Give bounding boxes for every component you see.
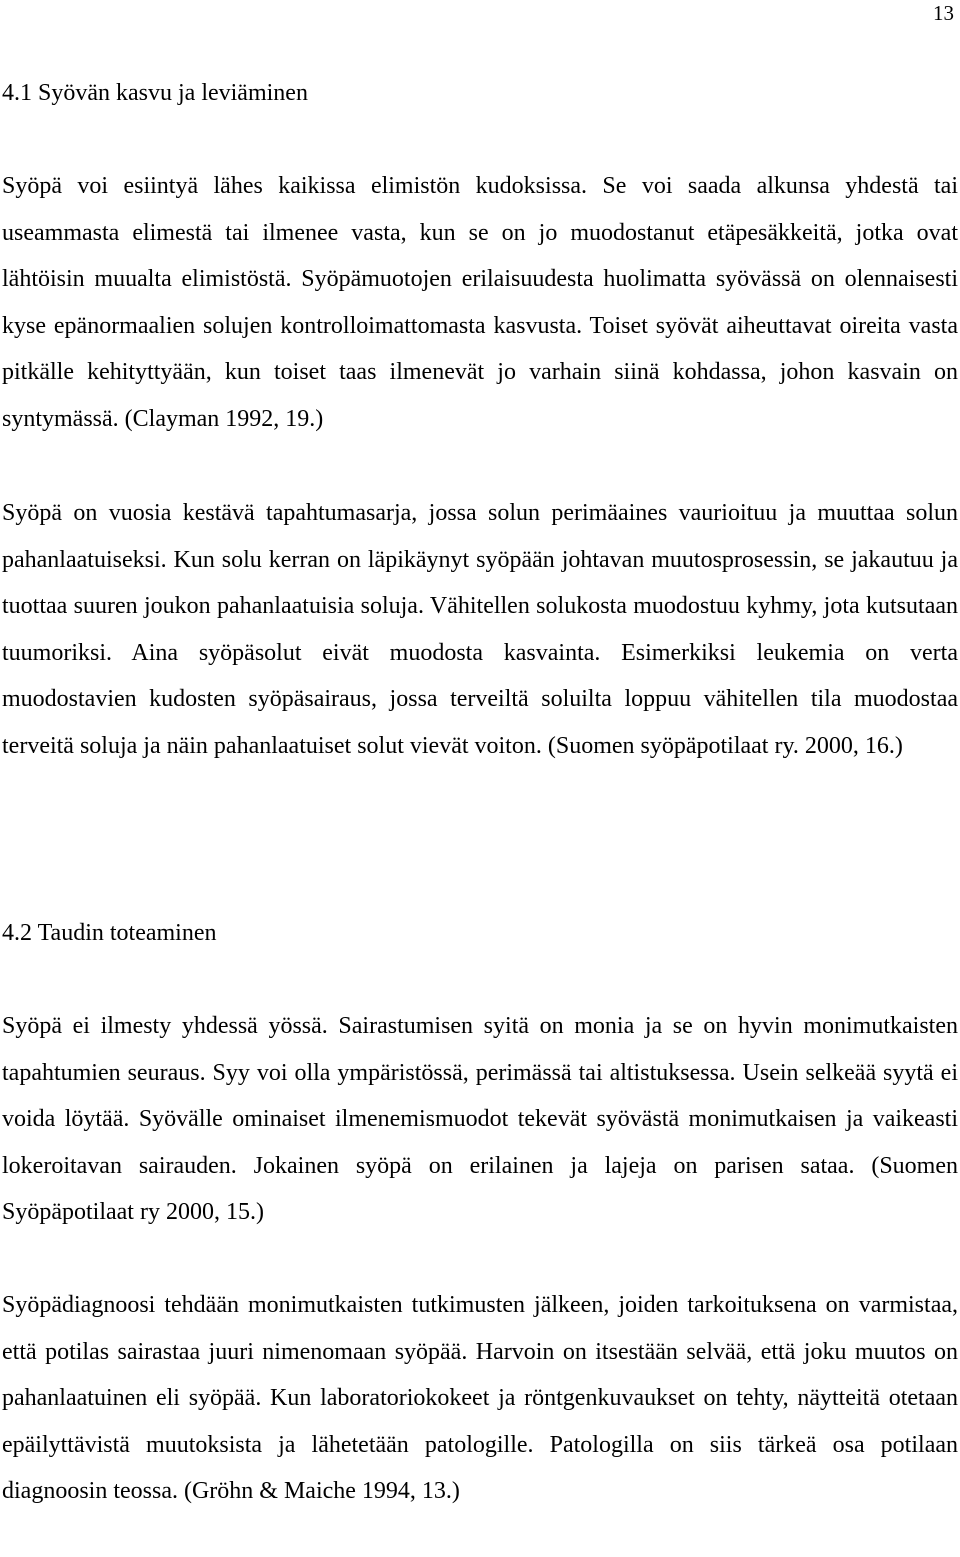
paragraph-4-1-2: Syöpä on vuosia kestävä tapahtumasarja, jossa solun perimäaines vaurioituu ja muuttaa solun pahanlaatuiseksi. Kun solu kerran on läpikäynyt syöpään johtavan muutosprosessin, se jakautuu ja tuottaa suuren joukon pahanlaatuisia soluja. Vähitellen solukosta muodostuu kyhmy, jota kutsutaan tuumoriksi. Aina syöpäsolut eivät muodosta kasvainta. Esimerkiksi leukemia on verta muodostavien kudosten syöpäsairaus, jossa terveiltä soluilta loppuu vähitellen tila muodostaa terveitä soluja ja näin pahanlaatuiset solut vievät voiton. (Suomen syöpäpotilaat ry. 2000, 16.) bbox=[2, 500, 958, 759]
section-heading-4-1: 4.1 Syövän kasvu ja leviäminen bbox=[2, 80, 308, 106]
section-heading-4-2: 4.2 Taudin toteaminen bbox=[2, 920, 217, 946]
page-number: 13 bbox=[933, 1, 954, 25]
paragraph-4-1-1: Syöpä voi esiintyä lähes kaikissa elimistön kudoksissa. Se voi saada alkunsa yhdestä tai useammasta elimestä tai ilmenee vasta, kun se on jo muodostanut etäpesäkkeitä, jotka ovat lähtöisin muualta elimistöstä. Syöpämuotojen erilaisuudesta huolimatta syövässä on olennaisesti kyse epänormaalien solujen kontrolloimattomasta kasvusta. Toiset syövät aiheuttavat oireita vasta pitkälle kehityttyään, kun toiset taas ilmenevät jo varhain siinä kohdassa, johon kasvain on syntymässä. (Clayman 1992, 19.) bbox=[2, 173, 958, 432]
paragraph-4-2-2: Syöpädiagnoosi tehdään monimutkaisten tutkimusten jälkeen, joiden tarkoituksena on varmistaa, että potilas sairastaa juuri nimenomaan syöpää. Harvoin on itsestään selvää, että joku muutos on pahanlaatuinen eli syöpää. Kun laboratoriokokeet ja röntgenkuvaukset on tehty, näytteitä otetaan epäilyttävistä muutoksista ja lähetetään patologille. Patologilla on siis tärkeä osa potilaan diagnoosin teossa. (Gröhn & Maiche 1994, 13.) bbox=[2, 1292, 958, 1504]
paragraph-4-2-1: Syöpä ei ilmesty yhdessä yössä. Sairastumisen syitä on monia ja se on hyvin monimutkaisten tapahtumien seuraus. Syy voi olla ympäristössä, perimässä tai altistuksessa. Usein selkeää syytä ei voida löytää. Syövälle ominaiset ilmenemismuodot tekevät syövästä monimutkaisen ja vaikeasti lokeroitavan sairauden. Jokainen syöpä on erilainen ja lajeja on parisen sataa. (Suomen Syöpäpotilaat ry 2000, 15.) bbox=[2, 1013, 958, 1225]
